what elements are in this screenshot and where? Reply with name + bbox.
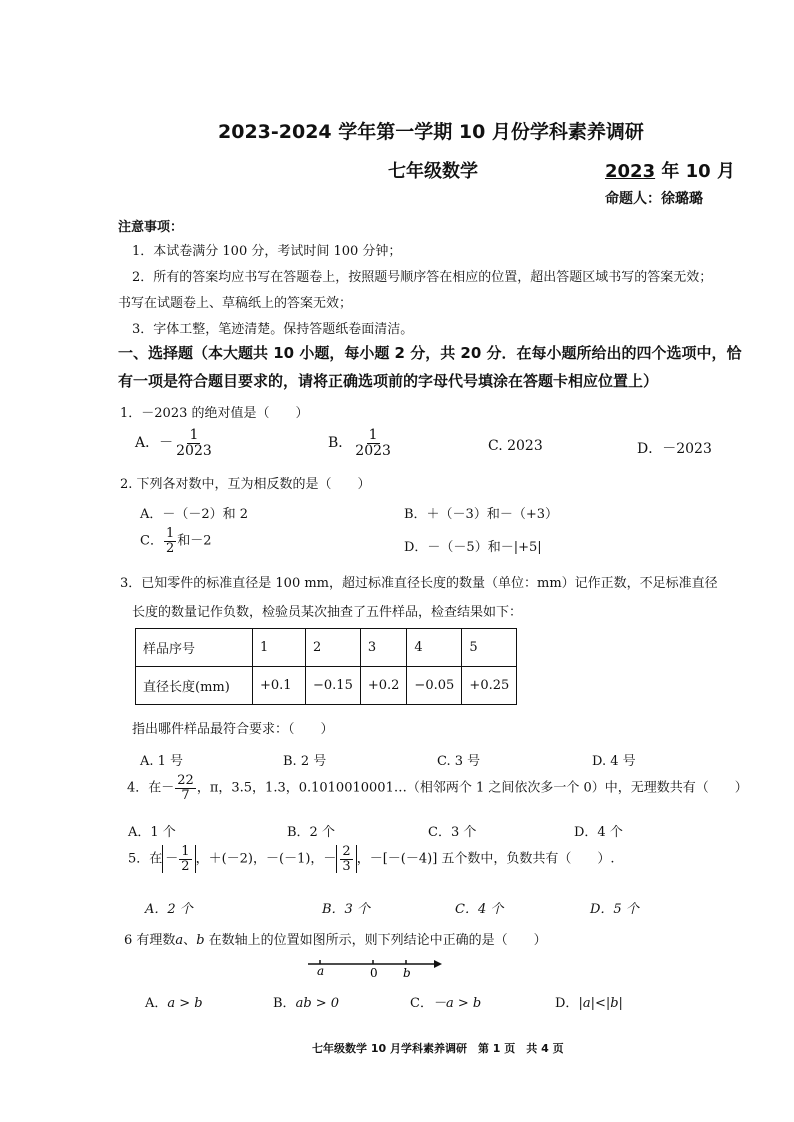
q5-t1-numerator: 1	[181, 844, 190, 859]
exam-date	[605, 157, 735, 183]
q1-stem: 1．－2023 的绝对值是（ ）	[120, 406, 309, 421]
q2-option-c	[140, 527, 212, 555]
author: 命题人：徐璐璐	[605, 191, 703, 207]
table-cell: 样品序号	[136, 629, 253, 667]
q4-rest: ，π，3.5，1.3，0.1010010001…（相邻两个 1 之间依次多一个 0）中，无理数共有（ ）	[196, 780, 748, 796]
q6-var-a: a	[175, 933, 184, 948]
q2-c-label: C．	[140, 533, 163, 549]
q6-a-label: A．	[145, 996, 168, 1011]
q1-a-sign: －	[159, 435, 174, 452]
table-cell: 2	[306, 629, 361, 667]
notice-heading: 注意事项：	[118, 220, 184, 235]
table-cell: +0.2	[360, 667, 407, 705]
q6-c-label: C．	[410, 996, 433, 1011]
q5-option-c: C．4 个	[455, 902, 504, 917]
q1-b-label: B．	[328, 435, 353, 452]
q3-ask: 指出哪件样品最符合要求：（ ）	[132, 722, 334, 737]
table-cell: +0.25	[462, 667, 517, 705]
q1-option-d: D．－2023	[637, 441, 712, 457]
q2-option-a: A．－（－2）和 2	[140, 507, 249, 522]
q4-option-a: A．1 个	[128, 825, 176, 840]
date-month: 年 10 月	[655, 161, 735, 182]
q6-var-b: b	[196, 933, 205, 948]
q4-stem	[127, 774, 748, 802]
q1-b-fraction	[353, 428, 393, 458]
q6-option-a	[145, 992, 203, 1011]
q2-c-rest: 和－2	[177, 533, 212, 549]
q1-option-b	[328, 428, 394, 458]
q4-denominator: 7	[181, 787, 190, 803]
q1-b-denominator: 2023	[355, 442, 391, 459]
number-line-arrow	[434, 960, 442, 968]
table-cell: −0.05	[407, 667, 462, 705]
q4-option-b: B．2 个	[287, 825, 335, 840]
q3-option-a: A. 1 号	[140, 754, 184, 769]
q6-option-b	[273, 992, 339, 1011]
q5-mid: ，＋(－2)，－(－1)，－	[195, 851, 337, 867]
q3-line-1: 3．已知零件的标准直径是 100 mm，超过标准直径长度的数量（单位：mm）记作正数，不足标准直径	[120, 576, 718, 591]
section1-heading-line1: 一、选择题（本大题共 10 小题，每小题 2 分，共 20 分．在每小题所给出的四个选项中，恰	[118, 344, 742, 362]
q5-option-d: D．5 个	[590, 902, 639, 917]
q5-abs-1	[162, 845, 195, 873]
q2-c-numerator: 1	[165, 526, 175, 541]
q6-b-expr: ab > 0	[295, 996, 340, 1011]
q4-option-c: C．3 个	[428, 825, 477, 840]
q6-option-c	[410, 992, 481, 1011]
table-cell: +0.1	[253, 667, 306, 705]
number-line	[300, 952, 450, 982]
q2-option-d: D．－（－5）和－|+5|	[404, 540, 542, 555]
exam-title: 2023-2024 学年第一学期 10 月份学科素养调研	[218, 121, 644, 143]
q1-a-numerator: 1	[189, 427, 199, 443]
q6-stem-post: 在数轴上的位置如图所示，则下列结论中正确的是（ ）	[204, 933, 547, 948]
q5-t2-fraction	[340, 845, 352, 873]
q2-option-b: B．＋（－3）和－（+3）	[404, 507, 558, 522]
axis-label-a: a	[317, 964, 325, 978]
q2-c-denominator: 2	[165, 540, 175, 556]
q4-fraction	[175, 774, 196, 802]
notice-line-2a: 2．所有的答案均应书写在答题卷上，按照题号顺序答在相应的位置，超出答题区域书写的答案无效；	[132, 270, 713, 285]
q6-d-expr: |a|<|b|	[578, 996, 623, 1011]
q1-a-denominator: 2023	[176, 442, 212, 459]
q2-stem: 2. 下列各对数中，互为相反数的是（ ）	[120, 477, 371, 492]
table-cell: 3	[360, 629, 407, 667]
q6-stem-pre: 6 有理数	[124, 933, 176, 948]
q3-option-b: B. 2 号	[283, 754, 327, 769]
table-row	[136, 667, 517, 705]
q1-a-label: A．	[135, 435, 160, 452]
q5-option-a: A．2 个	[145, 902, 193, 917]
q1-option-c: C. 2023	[488, 438, 543, 454]
date-year: 2023	[605, 161, 656, 182]
axis-label-zero: 0	[370, 966, 378, 980]
table-cell: 4	[407, 629, 462, 667]
q6-c-expr: －a > b	[432, 996, 482, 1011]
q1-option-a	[135, 428, 215, 458]
q5-t2-numerator: 2	[342, 844, 351, 859]
notice-line-3: 3．字体工整，笔迹清楚。保持答题纸卷面清洁。	[132, 322, 414, 337]
notice-line-1: 1．本试卷满分 100 分，考试时间 100 分钟；	[132, 244, 402, 259]
q5-t1-fraction	[179, 845, 191, 873]
q6-a-expr: a > b	[167, 996, 203, 1011]
q5-stem	[128, 845, 615, 873]
q6-sep: 、	[183, 933, 197, 948]
q2-c-fraction	[164, 527, 176, 555]
axis-label-b: b	[403, 966, 411, 980]
q1-a-fraction	[174, 428, 214, 458]
notice-line-2b: 书写在试题卷上、草稿纸上的答案无效；	[118, 296, 353, 311]
q4-pre: 4．在－	[127, 780, 175, 796]
table-cell: 5	[462, 629, 517, 667]
q5-t1-denominator: 2	[181, 858, 190, 874]
q5-t1-sign: －	[165, 851, 179, 867]
q5-pre: 5．在	[128, 851, 163, 867]
table-cell: 直径长度(mm)	[136, 667, 253, 705]
section1-heading-line2: 有一项是符合题目要求的，请将正确选项前的字母代号填涂在答题卡相应位置上）	[118, 372, 659, 390]
table-cell: 1	[253, 629, 306, 667]
q6-stem	[124, 929, 547, 948]
q1-b-numerator: 1	[368, 427, 378, 443]
q5-option-b: B．3 个	[322, 902, 370, 917]
q4-option-d: D．4 个	[574, 825, 623, 840]
table-cell: −0.15	[306, 667, 361, 705]
q4-numerator: 22	[177, 773, 194, 788]
q6-option-d	[555, 992, 623, 1011]
subject-title: 七年级数学	[388, 161, 478, 182]
table-row	[136, 629, 517, 667]
q3-option-d: D. 4 号	[592, 754, 636, 769]
q6-d-label: D．	[555, 996, 579, 1011]
q3-option-c: C. 3 号	[437, 754, 481, 769]
sample-table	[135, 628, 517, 705]
q3-line-2: 长度的数量记作负数，检验员某次抽查了五件样品，检查结果如下：	[132, 605, 523, 620]
q5-t2-denominator: 3	[342, 858, 351, 874]
q5-rest: ，－[－(－4)] 五个数中，负数共有（ ）.	[356, 851, 615, 867]
page-footer: 七年级数学 10 月学科素养调研 第 1 页 共 4 页	[312, 1042, 564, 1055]
q5-abs-2	[336, 845, 356, 873]
q6-b-label: B．	[273, 996, 296, 1011]
